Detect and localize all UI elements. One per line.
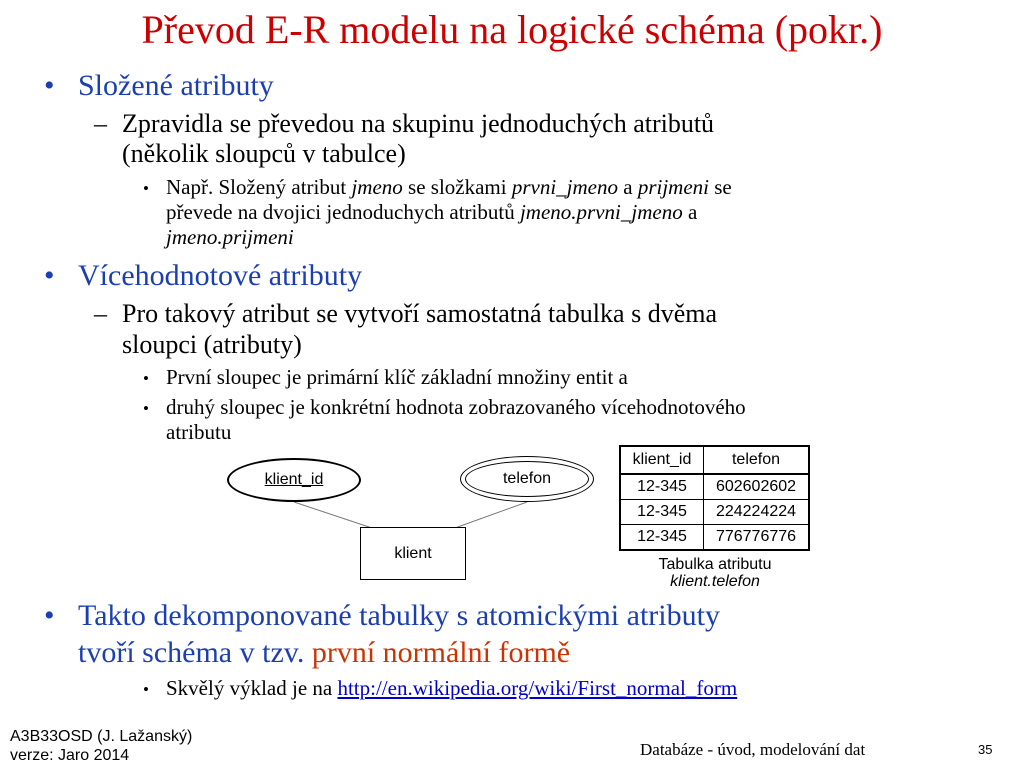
table-cell: 12-345 (620, 474, 704, 500)
example-line-2: převede na dvojici jednoduchych atributů jmeno.prvni_jmeno a (166, 200, 698, 224)
bullet-marker: • (143, 179, 149, 198)
table-row (620, 525, 809, 551)
sub-sub-bullet-text: První sloupec je primární klíč základní množiny entit a (166, 365, 628, 389)
table-caption: Tabulka atributu klient.telefon (658, 556, 772, 590)
bullet-marker: • (143, 399, 149, 418)
sub-bullet-text-cont: (několik sloupců v tabulce) (122, 139, 406, 168)
table-header-row (620, 446, 809, 474)
reference-line: Skvělý výklad je na http://en.wikipedia.org/wiki/First_normal_form (166, 676, 738, 700)
bullet-normal-form-line-1: Takto dekomponované tabulky s atomickými atributy (78, 599, 720, 632)
table-header-cell: klient_id (620, 446, 704, 474)
table-cell: 776776776 (704, 525, 810, 551)
er-entity-klient: klient (360, 527, 466, 580)
sub-bullet-text: Pro takový atribut se vytvoří samostatná tabulka s dvěma (122, 299, 717, 328)
bullet-composite-attributes: Složené atributy (78, 69, 274, 102)
dash-marker: – (94, 299, 107, 328)
table-header-cell: telefon (704, 446, 810, 474)
sub-bullet-text: Zpravidla se převedou na skupinu jednoduchých atributů (122, 109, 715, 138)
sub-sub-bullet-text: druhý sloupec je konkrétní hodnota zobrazovaného vícehodnotového (166, 395, 746, 419)
table-row (620, 474, 809, 500)
er-multivalued-attribute-telefon: telefon (460, 456, 594, 502)
bullet-marker: • (44, 259, 55, 292)
sub-bullet-text-cont: sloupci (atributy) (122, 330, 302, 359)
example-line-1: Např. Složený atribut jmeno se složkami prvni_jmeno a prijmeni se (166, 175, 732, 199)
sub-sub-bullet-text-cont: atributu (166, 420, 232, 444)
wikipedia-1nf-link[interactable]: http://en.wikipedia.org/wiki/First_normal_form (337, 676, 738, 700)
footer-course-info: A3B33OSD (J. Lažanský) verze: Jaro 2014 (10, 728, 193, 764)
footer-subject: Databáze - úvod, modelování dat (640, 740, 866, 759)
er-attribute-klient-id: klient_id (227, 458, 361, 502)
table-cell: 12-345 (620, 500, 704, 525)
dash-marker: – (94, 109, 107, 138)
example-line-3: jmeno.prijmeni (166, 225, 294, 249)
table-cell: 602602602 (704, 474, 810, 500)
bullet-marker: • (143, 680, 149, 699)
attribute-table (619, 445, 810, 551)
bullet-marker: • (143, 369, 149, 388)
bullet-marker: • (44, 69, 55, 102)
table-row (620, 500, 809, 525)
page-number: 35 (978, 742, 993, 757)
table-cell: 12-345 (620, 525, 704, 551)
bullet-marker: • (44, 599, 55, 632)
table-cell: 224224224 (704, 500, 810, 525)
bullet-normal-form-line-2: tvoří schéma v tzv. první normální formě (78, 636, 571, 669)
bullet-multivalued-attributes: Vícehodnotové atributy (78, 259, 363, 292)
first-normal-form-highlight: první normální formě (311, 636, 571, 669)
slide-title: Převod E-R modelu na logické schéma (pokr.) (141, 7, 883, 52)
